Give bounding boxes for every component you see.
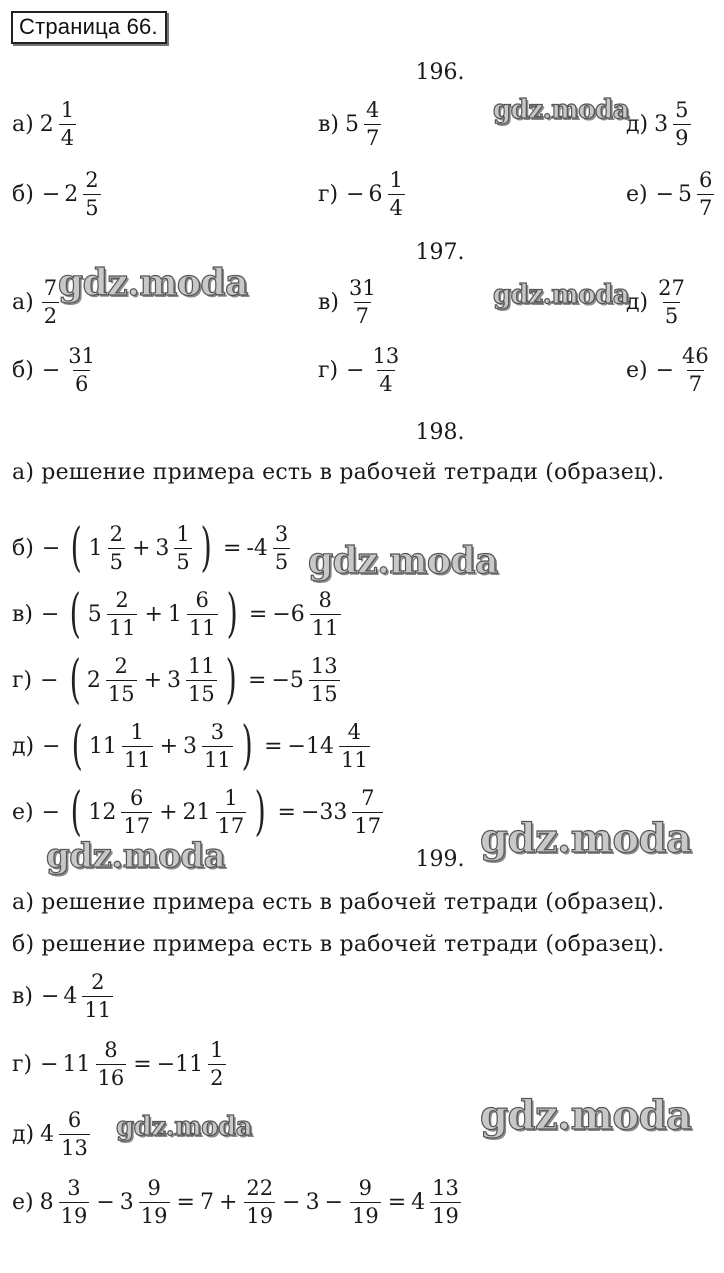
denominator: 11 <box>123 747 151 772</box>
minus-sign: − <box>346 182 365 207</box>
whole-part: 12 <box>88 799 117 825</box>
numerator: 3 <box>274 521 289 546</box>
fraction <box>216 785 247 838</box>
fraction <box>106 653 137 706</box>
item-label: б) <box>12 535 34 561</box>
item-label: а) <box>12 112 34 137</box>
denominator: 19 <box>246 1204 274 1228</box>
whole-part: 2 <box>64 182 79 207</box>
minus-sign: − <box>655 182 675 207</box>
minus-sign: − <box>41 182 61 207</box>
denominator: 5 <box>274 549 289 574</box>
task-198-v <box>12 584 343 644</box>
whole-part: 4 <box>63 984 78 1009</box>
numerator: 7 <box>361 785 375 810</box>
task-197-b <box>12 346 99 395</box>
minus-sign: − <box>41 358 61 383</box>
right-paren: ) <box>226 584 238 644</box>
item-label: г) <box>12 1052 33 1077</box>
fraction <box>42 278 59 327</box>
fraction <box>83 170 100 219</box>
task-198-g <box>12 650 342 710</box>
numerator: 46 <box>682 344 709 368</box>
numerator: 9 <box>358 1176 373 1200</box>
equals-sign: = <box>223 535 242 561</box>
item-label: в) <box>318 112 339 137</box>
fraction <box>96 1040 127 1089</box>
fraction <box>186 653 217 706</box>
task-number-199: 199. <box>415 847 465 872</box>
numerator: 7 <box>43 276 58 300</box>
numerator: 2 <box>115 587 129 612</box>
fraction <box>107 587 138 640</box>
denominator: 7 <box>365 126 380 150</box>
watermark-logo: gdz.moda <box>46 836 226 876</box>
fraction <box>187 587 218 640</box>
numerator: 1 <box>210 1038 224 1062</box>
minus-sign: − <box>41 535 61 561</box>
term: 3 <box>305 1190 320 1215</box>
denominator: 5 <box>664 304 679 328</box>
numerator: 11 <box>188 653 215 678</box>
fraction <box>673 100 690 149</box>
numerator: 8 <box>318 587 332 612</box>
whole-part: 2 <box>39 112 54 137</box>
result-fraction <box>208 1040 225 1089</box>
denominator: 9 <box>675 126 689 150</box>
task-199-d <box>12 1110 92 1159</box>
task-199-a: а) решение примера есть в рабочей тетради (образец). <box>12 890 665 915</box>
plus-sign: + <box>159 799 178 825</box>
fraction <box>350 1178 381 1227</box>
denominator: 16 <box>97 1066 125 1090</box>
fraction <box>82 972 113 1021</box>
numerator: 31 <box>68 344 95 368</box>
right-paren: ) <box>225 650 237 710</box>
task-196-v <box>318 100 383 149</box>
whole-part: 8 <box>39 1190 54 1215</box>
item-label: е) <box>626 182 648 207</box>
minus-sign: − <box>346 358 365 383</box>
task-199-v <box>12 972 115 1021</box>
result-whole: −11 <box>156 1052 204 1077</box>
fraction <box>59 100 76 149</box>
left-paren: ( <box>69 650 81 710</box>
numerator: 13 <box>432 1176 459 1200</box>
denominator: 2 <box>210 1066 224 1090</box>
numerator: 6 <box>130 785 144 810</box>
watermark-logo: gdz.moda <box>493 280 630 310</box>
whole-part: 4 <box>40 1122 55 1147</box>
denominator: 19 <box>432 1204 459 1228</box>
fraction <box>121 785 152 838</box>
minus-sign: − <box>96 1190 115 1215</box>
whole-part: 1 <box>88 535 103 561</box>
numerator: 3 <box>210 719 225 744</box>
denominator: 4 <box>379 372 393 396</box>
fraction <box>59 1110 90 1159</box>
item-label: в) <box>12 601 33 627</box>
task-196-e <box>626 170 716 219</box>
equals-sign: = <box>248 667 267 693</box>
denominator: 5 <box>109 549 123 574</box>
numerator: 6 <box>195 587 209 612</box>
right-paren: ) <box>200 518 212 578</box>
task-197-v <box>318 278 380 327</box>
numerator: 13 <box>372 344 400 368</box>
whole-part: 5 <box>344 112 359 137</box>
whole-part: 3 <box>167 667 182 693</box>
fraction <box>680 346 711 395</box>
denominator: 15 <box>107 681 135 706</box>
fraction <box>244 1178 275 1227</box>
task-197-e <box>626 346 713 395</box>
denominator: 7 <box>355 304 370 328</box>
numerator: 22 <box>246 1176 274 1200</box>
numerator: 13 <box>310 653 338 678</box>
denominator: 2 <box>43 304 58 328</box>
item-label: б) <box>12 358 34 383</box>
equals-sign: = <box>277 799 296 825</box>
item-label: д) <box>626 290 649 315</box>
term: 7 <box>199 1190 214 1215</box>
denominator: 13 <box>61 1136 88 1160</box>
result-whole: −5 <box>271 667 304 693</box>
item-label: е) <box>626 358 648 383</box>
fraction <box>139 1178 170 1227</box>
denominator: 17 <box>217 813 245 838</box>
numerator: 5 <box>675 98 689 122</box>
item-label: а) <box>12 290 34 315</box>
denominator: 19 <box>352 1204 379 1228</box>
whole-part: 3 <box>119 1190 134 1215</box>
denominator: 11 <box>311 615 339 640</box>
result-fraction <box>273 521 290 574</box>
task-199-b: б) решение примера есть в рабочей тетради (образец). <box>12 932 665 957</box>
left-paren: ( <box>69 584 82 644</box>
numerator: 1 <box>224 785 238 810</box>
result-fraction <box>310 587 341 640</box>
left-paren: ( <box>70 782 82 842</box>
fraction <box>656 278 687 327</box>
fraction <box>59 1178 90 1227</box>
whole-part: 5 <box>678 182 693 207</box>
denominator: 17 <box>123 813 151 838</box>
fraction <box>66 346 97 395</box>
numerator: 2 <box>91 970 105 994</box>
task-number-198: 198. <box>415 420 465 445</box>
numerator: 3 <box>67 1176 81 1200</box>
watermark-logo: gdz.moda <box>493 95 630 125</box>
task-197-g <box>318 346 403 395</box>
item-label: г) <box>12 667 33 693</box>
denominator: 5 <box>85 196 99 220</box>
numerator: 31 <box>348 276 376 300</box>
watermark-logo: gdz.moda <box>480 815 692 862</box>
task-number-197: 197. <box>415 240 465 265</box>
numerator: 9 <box>147 1176 161 1200</box>
minus-sign: − <box>40 667 59 693</box>
left-paren: ( <box>70 518 82 578</box>
numerator: 2 <box>109 521 123 546</box>
numerator: 6 <box>67 1108 82 1132</box>
item-label: в) <box>318 290 339 315</box>
task-198-a: а) решение примера есть в рабочей тетради (образец). <box>12 460 665 485</box>
right-paren: ) <box>241 716 253 776</box>
whole-part: 3 <box>155 535 170 561</box>
equals-sign: = <box>133 1052 152 1077</box>
minus-sign: − <box>40 984 60 1009</box>
numerator: 2 <box>114 653 128 678</box>
denominator: 5 <box>176 549 190 574</box>
equals-sign: = <box>387 1190 407 1215</box>
task-198-d <box>12 716 372 776</box>
item-label: д) <box>12 1122 35 1147</box>
item-label: е) <box>12 799 34 825</box>
task-196-a <box>12 100 78 149</box>
denominator: 19 <box>60 1204 88 1228</box>
numerator: 2 <box>85 168 99 192</box>
minus-sign: − <box>324 1190 343 1215</box>
denominator: 11 <box>340 747 368 772</box>
item-label: д) <box>12 733 35 759</box>
numerator: 1 <box>60 98 75 122</box>
numerator: 4 <box>347 719 361 744</box>
equals-sign: = <box>264 733 283 759</box>
item-label: г) <box>318 182 339 207</box>
denominator: 11 <box>84 998 112 1022</box>
watermark-logo: gdz.moda <box>116 1112 253 1142</box>
denominator: 19 <box>140 1204 168 1228</box>
numerator: 1 <box>176 521 190 546</box>
result-whole: −14 <box>287 733 334 759</box>
minus-sign: − <box>41 799 61 825</box>
result-whole: 4 <box>411 1190 426 1215</box>
whole-part: 11 <box>88 733 117 759</box>
minus-sign: − <box>42 733 61 759</box>
result-whole: −33 <box>300 799 348 825</box>
item-label: б) <box>12 182 34 207</box>
denominator: 4 <box>60 126 75 150</box>
watermark-logo: gdz.moda <box>58 262 248 304</box>
whole-part: 1 <box>167 601 182 627</box>
numerator: 6 <box>699 168 713 192</box>
item-label: в) <box>12 984 33 1009</box>
minus-sign: − <box>282 1190 301 1215</box>
result-whole: -4 <box>246 535 268 561</box>
denominator: 7 <box>699 196 713 220</box>
equals-sign: = <box>248 601 268 627</box>
result-fraction <box>309 653 340 706</box>
numerator: 4 <box>365 98 380 122</box>
task-196-g <box>318 170 407 219</box>
task-196-d <box>626 100 693 149</box>
task-197-a <box>12 278 61 327</box>
denominator: 7 <box>688 372 703 396</box>
fraction <box>122 719 153 772</box>
fraction <box>697 170 714 219</box>
plus-sign: + <box>144 601 163 627</box>
result-fraction <box>339 719 370 772</box>
whole-part: 21 <box>182 799 211 825</box>
denominator: 11 <box>188 615 216 640</box>
numerator: 8 <box>104 1038 118 1062</box>
watermark-logo: gdz.moda <box>480 1092 692 1139</box>
item-label: г) <box>318 358 339 383</box>
right-paren: ) <box>254 782 266 842</box>
minus-sign: − <box>40 1052 59 1077</box>
fraction <box>174 521 191 574</box>
task-198-e <box>12 782 385 842</box>
denominator: 11 <box>204 747 231 772</box>
result-whole: −6 <box>272 601 305 627</box>
denominator: 6 <box>74 372 89 396</box>
item-label: е) <box>12 1190 34 1215</box>
task-199-e <box>12 1178 463 1227</box>
whole-part: 3 <box>654 112 669 137</box>
whole-part: 3 <box>183 733 198 759</box>
whole-part: 5 <box>87 601 102 627</box>
numerator: 27 <box>658 276 685 300</box>
left-paren: ( <box>71 716 83 776</box>
task-197-d <box>626 278 689 327</box>
plus-sign: + <box>159 733 179 759</box>
plus-sign: + <box>131 535 151 561</box>
denominator: 11 <box>108 615 136 640</box>
whole-part: 11 <box>62 1052 91 1077</box>
denominator: 15 <box>310 681 338 706</box>
whole-part: 6 <box>368 182 383 207</box>
fraction <box>202 719 233 772</box>
fraction <box>364 100 381 149</box>
task-198-b <box>12 518 292 578</box>
task-196-b <box>12 170 103 219</box>
minus-sign: − <box>655 358 675 383</box>
whole-part: 2 <box>86 667 101 693</box>
denominator: 4 <box>389 196 403 220</box>
task-199-g <box>12 1040 228 1089</box>
page-title: Страница 66. <box>11 11 167 44</box>
numerator: 1 <box>389 168 403 192</box>
fraction <box>371 346 402 395</box>
plus-sign: + <box>218 1190 238 1215</box>
result-fraction <box>430 1178 461 1227</box>
result-fraction <box>352 785 383 838</box>
plus-sign: + <box>143 667 163 693</box>
fraction <box>388 170 405 219</box>
denominator: 17 <box>354 813 382 838</box>
denominator: 15 <box>188 681 215 706</box>
equals-sign: = <box>176 1190 195 1215</box>
numerator: 1 <box>130 719 144 744</box>
task-number-196: 196. <box>415 60 465 85</box>
minus-sign: − <box>40 601 60 627</box>
item-label: д) <box>626 112 649 137</box>
fraction <box>108 521 125 574</box>
watermark-logo: gdz.moda <box>308 540 498 582</box>
fraction <box>347 278 378 327</box>
